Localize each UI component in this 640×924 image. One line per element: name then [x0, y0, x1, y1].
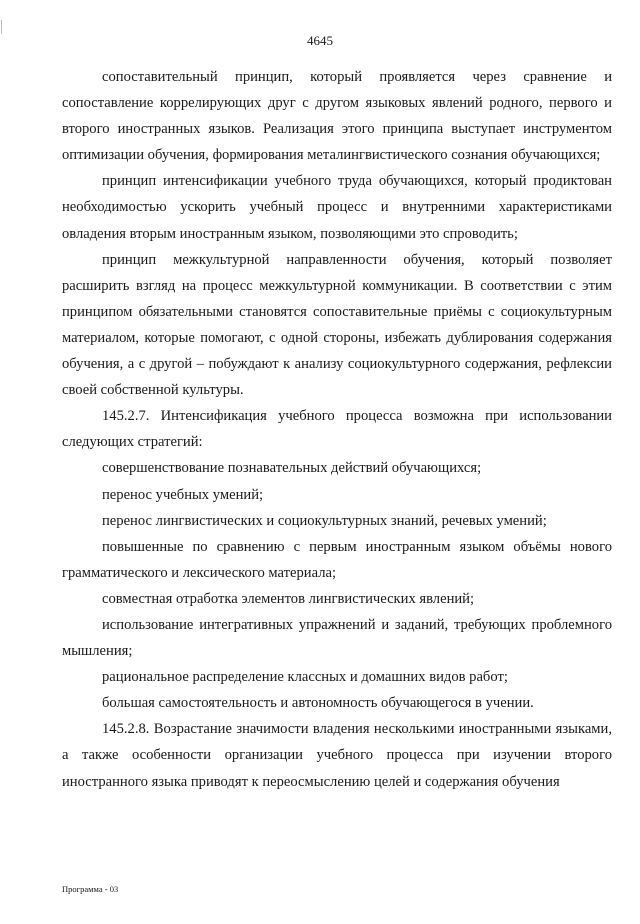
- list-item: перенос учебных умений;: [102, 486, 264, 503]
- list-item: использование интегративных упражнений и заданий, требующих проблемного мышления;: [62, 616, 612, 660]
- margin-mark: [1, 20, 3, 34]
- list-item: рациональное распределение классных и домашних видов работ;: [102, 669, 508, 686]
- paragraph-comparative-principle: сопоставительный принцип, который проявляется через сравнение и сопоставление коррелирующих друг с другом языковых явлений родного, первого и второго иностранных языков. Реализация этого принципа выступает инструментом оптимизации обучения, формирования металингвистического сознания обучающихся;: [62, 69, 612, 164]
- page-number: 4645: [307, 33, 333, 48]
- list-item: совершенствование познавательных действий обучающихся;: [102, 460, 482, 477]
- body-text: [62, 64, 612, 795]
- footer-program-label: Программа - 03: [62, 884, 119, 894]
- list-item: совместная отработка элементов лингвистических явлений;: [102, 590, 475, 607]
- list-item: большая самостоятельность и автономность обучающегося в учении.: [102, 695, 534, 712]
- paragraph-intensification-principle: принцип интенсификации учебного труда обучающихся, который продиктован необходимостью ускорить учебный процесс и внутренними характеристиками овладения вторым иностранным языком, позволяющими это спроводить;: [62, 173, 612, 242]
- list-item: перенос лингвистических и социокультурных знаний, речевых умений;: [102, 512, 547, 529]
- paragraph-intercultural-principle: принцип межкультурной направленности обучения, который позволяет расширить взгляд на процесс межкультурной коммуникации. В соответствии с этим принципом обязательными становятся сопоставительные приёмы с социокультурным материалом, которые помогают, с одной стороны, избежать дублирования содержания обучения, а с другой – побуждают к анализу социокультурного содержания, рефлексии своей собственной культуры.: [62, 251, 612, 399]
- paragraph-145-2-7: 145.2.7. Интенсификация учебного процесса возможна при использовании следующих стратегий:: [62, 408, 612, 451]
- paragraph-145-2-8: 145.2.8. Возрастание значимости владения несколькими иностранными языками, а также особенности организации учебного процесса при изучении второго иностранного языка приводят к переосмыслению целей и содержания обучения: [62, 721, 612, 790]
- list-item: повышенные по сравнению с первым иностранным языком объёмы нового грамматического и лексического материала;: [62, 538, 612, 581]
